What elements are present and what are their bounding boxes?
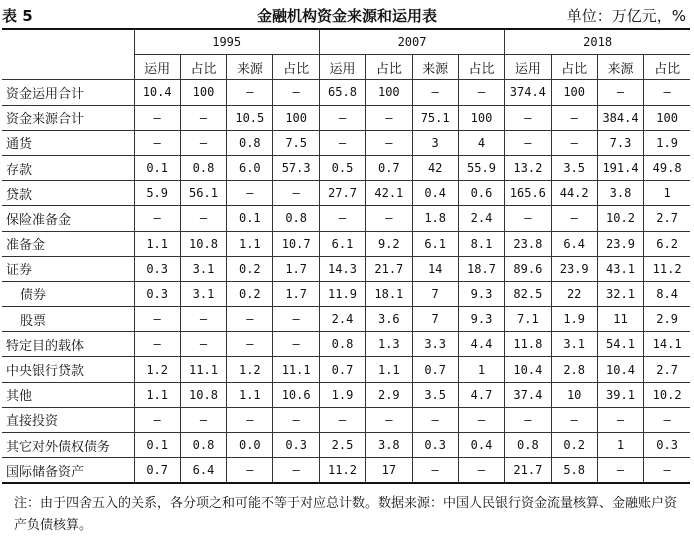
table-cell: – [273, 332, 319, 357]
table-cell: 0.4 [412, 181, 458, 206]
table-number: 表 5 [2, 7, 33, 25]
table-cell: – [134, 307, 180, 332]
table-cell: 0.7 [412, 357, 458, 382]
subheader-cell: 占比 [180, 55, 226, 80]
table-cell: 14 [412, 256, 458, 281]
table-cell: 7.5 [273, 130, 319, 155]
table-cell: – [319, 105, 365, 130]
table-cell: 32.1 [597, 281, 643, 306]
table-cell: 0.8 [505, 433, 551, 458]
table-row [2, 130, 690, 155]
table-cell: 100 [366, 80, 412, 105]
table-cell: – [505, 206, 551, 231]
table-cell: 75.1 [412, 105, 458, 130]
year-1995: 1995 [134, 29, 319, 55]
row-label: 准备金 [2, 231, 134, 256]
table-cell: 0.2 [551, 433, 597, 458]
table-cell: – [505, 105, 551, 130]
table-cell: 1.1 [366, 357, 412, 382]
table-cell: 2.5 [319, 433, 365, 458]
row-label: 中央银行贷款 [2, 357, 134, 382]
table-cell: – [227, 80, 273, 105]
table-cell: 7.3 [597, 130, 643, 155]
table-row [2, 256, 690, 281]
table-cell: 23.9 [597, 231, 643, 256]
row-label: 股票 [2, 307, 134, 332]
unit-label: 单位：万亿元，% [566, 7, 686, 25]
table-cell: – [551, 407, 597, 432]
table-cell: 1 [644, 181, 690, 206]
row-label: 通货 [2, 130, 134, 155]
table-cell: 65.8 [319, 80, 365, 105]
table-cell: – [180, 407, 226, 432]
table-cell: 1.1 [227, 382, 273, 407]
table-cell: 2.7 [644, 206, 690, 231]
table-title: 金融机构资金来源和运用表 [256, 7, 437, 25]
table-cell: 11.8 [505, 332, 551, 357]
subheader-cell: 运用 [505, 55, 551, 80]
table-cell: 1.7 [273, 281, 319, 306]
subheader-cell: 占比 [273, 55, 319, 80]
table-cell: – [458, 458, 504, 484]
table-cell: 22 [551, 281, 597, 306]
table-cell: 1 [597, 433, 643, 458]
table-cell: 82.5 [505, 281, 551, 306]
table-cell: 23.9 [551, 256, 597, 281]
table-cell: 21.7 [366, 256, 412, 281]
table-cell: 0.8 [227, 130, 273, 155]
row-label: 证券 [2, 256, 134, 281]
table-cell: 100 [180, 80, 226, 105]
table-cell: 3.8 [366, 433, 412, 458]
table-cell: 7 [412, 281, 458, 306]
table-cell: 10.4 [134, 80, 180, 105]
table-cell: 0.8 [180, 155, 226, 180]
table-cell: – [366, 130, 412, 155]
table-cell: 0.2 [227, 256, 273, 281]
table-cell: 10.8 [180, 382, 226, 407]
table-row [2, 332, 690, 357]
table-cell: 100 [458, 105, 504, 130]
table-cell: – [227, 407, 273, 432]
table-cell: 6.1 [319, 231, 365, 256]
table-cell: 1 [458, 357, 504, 382]
table-cell: 6.4 [180, 458, 226, 484]
table-cell: 2.7 [644, 357, 690, 382]
table-cell: 89.6 [505, 256, 551, 281]
table-cell: – [180, 206, 226, 231]
table-cell: 374.4 [505, 80, 551, 105]
table-cell: 10.5 [227, 105, 273, 130]
table-cell: 10.7 [273, 231, 319, 256]
table-cell: 4.7 [458, 382, 504, 407]
table-body [2, 80, 690, 484]
table-cell: 2.4 [458, 206, 504, 231]
table-row [2, 281, 690, 306]
table-cell: 10.4 [505, 357, 551, 382]
table-cell: – [227, 181, 273, 206]
table-cell: 39.1 [597, 382, 643, 407]
table-cell: – [366, 206, 412, 231]
table-cell: 0.5 [319, 155, 365, 180]
table-cell: 4.4 [458, 332, 504, 357]
table-cell: – [180, 105, 226, 130]
table-cell: 1.3 [366, 332, 412, 357]
table-cell: 14.1 [644, 332, 690, 357]
table-cell: – [227, 307, 273, 332]
table-cell: 11 [597, 307, 643, 332]
table-cell: 0.3 [412, 433, 458, 458]
table-cell: – [134, 407, 180, 432]
row-label: 债券 [2, 281, 134, 306]
table-cell: 49.8 [644, 155, 690, 180]
table-cell: 0.7 [319, 357, 365, 382]
subheader-cell: 占比 [644, 55, 690, 80]
table-cell: 23.8 [505, 231, 551, 256]
table-cell: – [644, 80, 690, 105]
table-row [2, 206, 690, 231]
table-cell: 14.3 [319, 256, 365, 281]
table-cell: 11.1 [180, 357, 226, 382]
table-cell: 384.4 [597, 105, 643, 130]
table-cell: 27.7 [319, 181, 365, 206]
table-cell: 0.4 [458, 433, 504, 458]
table-cell: – [551, 105, 597, 130]
table-cell: 10 [551, 382, 597, 407]
fund-flow-table [2, 28, 690, 484]
table-cell: – [134, 332, 180, 357]
table-row [2, 181, 690, 206]
table-cell: – [273, 181, 319, 206]
table-cell: – [134, 105, 180, 130]
table-cell: 3.8 [597, 181, 643, 206]
table-cell: 2.9 [366, 382, 412, 407]
table-cell: 1.2 [227, 357, 273, 382]
table-cell: 8.1 [458, 231, 504, 256]
table-cell: 44.2 [551, 181, 597, 206]
table-cell: 5.8 [551, 458, 597, 484]
table-cell: – [319, 130, 365, 155]
table-row [2, 155, 690, 180]
table-cell: 6.4 [551, 231, 597, 256]
table-cell: 43.1 [597, 256, 643, 281]
table-cell: – [227, 332, 273, 357]
table-cell: 2.4 [319, 307, 365, 332]
table-cell: 56.1 [180, 181, 226, 206]
row-label: 其它对外债权债务 [2, 433, 134, 458]
table-cell: – [134, 130, 180, 155]
table-cell: – [366, 407, 412, 432]
subheader-cell: 占比 [366, 55, 412, 80]
table-cell: 1.1 [134, 231, 180, 256]
table-cell: 100 [273, 105, 319, 130]
table-cell: 0.1 [134, 433, 180, 458]
table-cell: – [366, 105, 412, 130]
table-cell: 3.1 [551, 332, 597, 357]
table-cell: 9.2 [366, 231, 412, 256]
table-row [2, 357, 690, 382]
table-cell: 10.8 [180, 231, 226, 256]
table-cell: 3.1 [180, 281, 226, 306]
table-cell: 1.8 [412, 206, 458, 231]
table-cell: 0.1 [134, 155, 180, 180]
table-header [0, 0, 694, 28]
table-cell: 10.6 [273, 382, 319, 407]
table-cell: 3.6 [366, 307, 412, 332]
table-cell: 55.9 [458, 155, 504, 180]
table-cell: 18.1 [366, 281, 412, 306]
table-cell: 57.3 [273, 155, 319, 180]
table-cell: – [412, 80, 458, 105]
row-label: 资金运用合计 [2, 80, 134, 105]
table-cell: 42.1 [366, 181, 412, 206]
table-cell: – [412, 407, 458, 432]
table-cell: 11.1 [273, 357, 319, 382]
table-cell: – [458, 80, 504, 105]
table-cell: 3 [412, 130, 458, 155]
table-cell: 0.3 [134, 281, 180, 306]
subheader-cell: 来源 [227, 55, 273, 80]
year-2018: 2018 [505, 29, 690, 55]
table-cell: – [180, 332, 226, 357]
table-cell: – [412, 458, 458, 484]
subheader-cell: 占比 [458, 55, 504, 80]
table-cell: 0.6 [458, 181, 504, 206]
table-cell: 54.1 [597, 332, 643, 357]
subheader-cell: 占比 [551, 55, 597, 80]
table-cell: 8.4 [644, 281, 690, 306]
table-cell: 100 [644, 105, 690, 130]
table-cell: 6.1 [412, 231, 458, 256]
table-row [2, 231, 690, 256]
table-cell: – [505, 407, 551, 432]
table-cell: – [644, 407, 690, 432]
table-cell: 11.9 [319, 281, 365, 306]
table-cell: 18.7 [458, 256, 504, 281]
table-cell: 1.9 [319, 382, 365, 407]
table-cell: 11.2 [319, 458, 365, 484]
table-cell: – [597, 458, 643, 484]
table-cell: – [227, 458, 273, 484]
table-cell: – [134, 206, 180, 231]
table-cell: 191.4 [597, 155, 643, 180]
subheader-cell: 来源 [597, 55, 643, 80]
table-row [2, 307, 690, 332]
table-cell: 0.3 [273, 433, 319, 458]
subheader-cell: 运用 [319, 55, 365, 80]
table-cell: – [319, 206, 365, 231]
table-cell: 9.3 [458, 281, 504, 306]
table-cell: 9.3 [458, 307, 504, 332]
table-cell: 1.7 [273, 256, 319, 281]
table-cell: 0.3 [644, 433, 690, 458]
row-label: 存款 [2, 155, 134, 180]
table-cell: 37.4 [505, 382, 551, 407]
table-cell: 1.9 [644, 130, 690, 155]
table-cell: 0.7 [134, 458, 180, 484]
table-row [2, 407, 690, 432]
table-cell: 3.5 [412, 382, 458, 407]
table-cell: 6.2 [644, 231, 690, 256]
table-row [2, 433, 690, 458]
table-cell: 6.0 [227, 155, 273, 180]
table-cell: 13.2 [505, 155, 551, 180]
row-label: 贷款 [2, 181, 134, 206]
table-cell: 100 [551, 80, 597, 105]
table-cell: 7.1 [505, 307, 551, 332]
table-cell: 10.2 [597, 206, 643, 231]
table-cell: 2.8 [551, 357, 597, 382]
table-cell: 21.7 [505, 458, 551, 484]
subheader-cell: 运用 [134, 55, 180, 80]
table-cell: – [273, 458, 319, 484]
table-cell: – [180, 307, 226, 332]
table-cell: 1.1 [227, 231, 273, 256]
subheader-cell: 来源 [412, 55, 458, 80]
table-cell: 0.7 [366, 155, 412, 180]
table-cell: – [597, 80, 643, 105]
table-row [2, 80, 690, 105]
row-label: 国际储备资产 [2, 458, 134, 484]
table-cell: 3.1 [180, 256, 226, 281]
table-row [2, 382, 690, 407]
year-header-row [2, 29, 690, 55]
row-label: 直接投资 [2, 407, 134, 432]
corner-cell [2, 29, 134, 80]
table-cell: – [273, 80, 319, 105]
table-cell: 11.2 [644, 256, 690, 281]
table-cell: 0.1 [227, 206, 273, 231]
table-cell: 0.8 [180, 433, 226, 458]
table-cell: 4 [458, 130, 504, 155]
table-row [2, 105, 690, 130]
table-row [2, 458, 690, 484]
footnote: 注：由于四舍五入的关系，各分项之和可能不等于对应总计数。数据来源：中国人民银行资金流量核算、金融账户资产负债核算。 [14, 496, 678, 533]
table-cell: – [597, 407, 643, 432]
table-cell: 0.8 [319, 332, 365, 357]
table-cell: 2.9 [644, 307, 690, 332]
table-cell: 1.9 [551, 307, 597, 332]
table-cell: 3.3 [412, 332, 458, 357]
row-label: 其他 [2, 382, 134, 407]
table-cell: – [551, 206, 597, 231]
table-cell: – [505, 130, 551, 155]
year-2007: 2007 [319, 29, 504, 55]
table-cell: 165.6 [505, 181, 551, 206]
table-cell: – [273, 407, 319, 432]
table-cell: 5.9 [134, 181, 180, 206]
table-cell: 0.8 [273, 206, 319, 231]
table-cell: – [273, 307, 319, 332]
table-cell: 1.2 [134, 357, 180, 382]
table-cell: 10.2 [644, 382, 690, 407]
table-cell: 17 [366, 458, 412, 484]
row-label: 资金来源合计 [2, 105, 134, 130]
table-cell: 0.0 [227, 433, 273, 458]
table-cell: – [551, 130, 597, 155]
table-cell: 42 [412, 155, 458, 180]
table-cell: – [180, 130, 226, 155]
table-cell: 3.5 [551, 155, 597, 180]
table-cell: 0.3 [134, 256, 180, 281]
table-cell: 1.1 [134, 382, 180, 407]
table-cell: 0.2 [227, 281, 273, 306]
table-cell: 10.4 [597, 357, 643, 382]
row-label: 特定目的载体 [2, 332, 134, 357]
table-cell: 7 [412, 307, 458, 332]
table-cell: – [644, 458, 690, 484]
row-label: 保险准备金 [2, 206, 134, 231]
table-cell: – [458, 407, 504, 432]
table-cell: – [319, 407, 365, 432]
